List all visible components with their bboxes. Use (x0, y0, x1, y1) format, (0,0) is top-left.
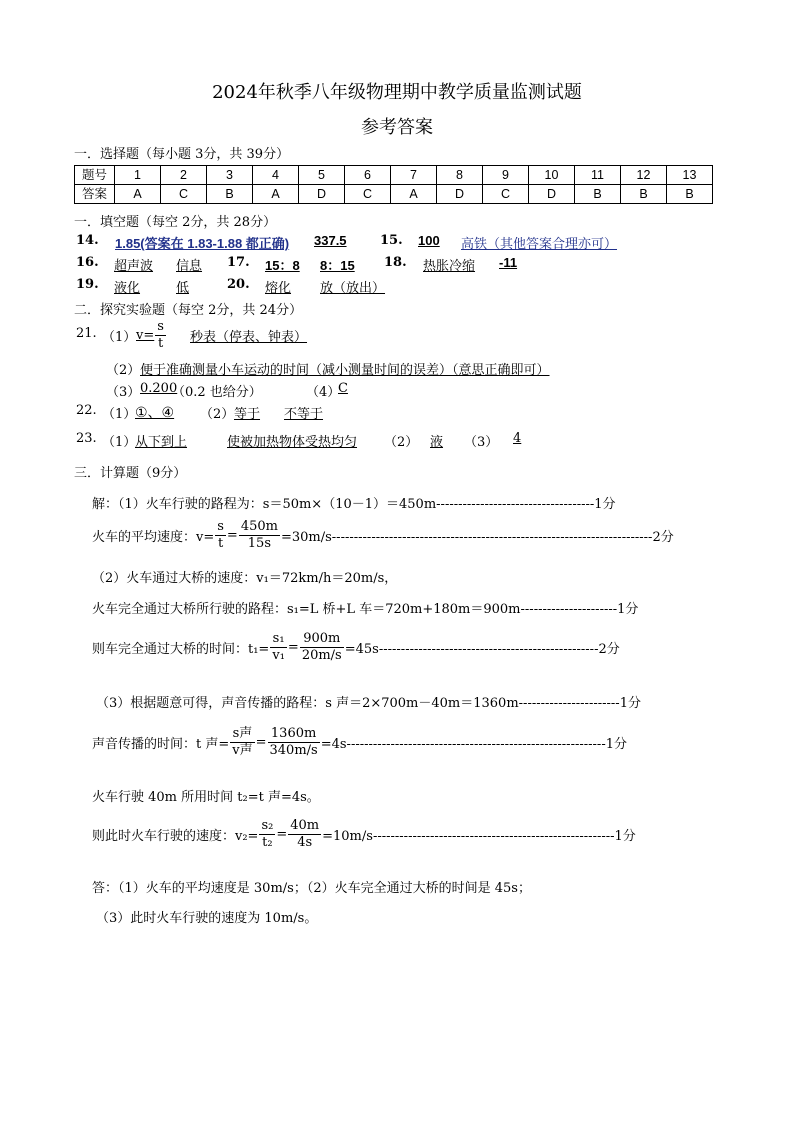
part-label: （2） (106, 363, 141, 378)
answer-21e: C (338, 381, 348, 396)
denominator: 15s (247, 536, 271, 551)
formula-lhs: v= (136, 328, 155, 343)
question-number: 14. (76, 233, 99, 248)
fraction (268, 726, 320, 759)
answer-20b: 放（放出） (320, 281, 386, 296)
answer-14b: 337.5 (314, 233, 347, 248)
denominator: v₁ (272, 648, 285, 663)
calc-line: （2）火车通过大桥的速度：v₁＝72km/h＝20m/s， (92, 571, 398, 586)
numerator: s₁ (270, 631, 287, 648)
table-header-cell: 答案 (75, 185, 115, 204)
calc-suffix: =30m/s-------------------------------------------------------------------------2分 (280, 530, 674, 545)
answer-21d: 0.200 (140, 381, 178, 396)
question-number: 16. (76, 255, 99, 270)
table-cell: A (391, 185, 437, 204)
numerator: s声 (230, 726, 254, 743)
denominator: t₂ (262, 835, 273, 850)
part-label: （2） (200, 407, 235, 422)
answer-14a: 1.85(答案在 1.83-1.88 都正确) (115, 236, 290, 251)
answer-15a: 100 (418, 233, 440, 248)
answer-23c: 液 (430, 435, 444, 450)
table-cell: 4 (253, 166, 299, 185)
table-cell: D (529, 185, 575, 204)
table-cell: 7 (391, 166, 437, 185)
numerator: s (217, 519, 224, 534)
answer-15b: 高铁（其他答案合理亦可） (461, 237, 618, 252)
answer-19b: 低 (176, 281, 190, 296)
page-title: 2024年秋季八年级物理期中教学质量监测试题 (212, 82, 582, 103)
calc-suffix: =10m/s-------------------------------------------------------1分 (322, 829, 636, 844)
question-number: 19. (76, 277, 99, 292)
calc-prefix: 则此时火车行驶的速度：v₂= (92, 829, 259, 844)
section-choice-heading: 一．选择题（每小题 3分，共 39分） (74, 147, 290, 162)
table-cell: 13 (667, 166, 713, 185)
numerator: 1360m (268, 726, 320, 743)
table-cell: C (483, 185, 529, 204)
part-label: （1） (102, 407, 137, 422)
table-cell: C (161, 185, 207, 204)
table-cell: A (115, 185, 161, 204)
table-cell: 6 (345, 166, 391, 185)
table-cell: 2 (161, 166, 207, 185)
answer-22a: ①、④ (135, 405, 175, 421)
denominator: t (157, 336, 164, 351)
table-cell: B (621, 185, 667, 204)
part-label: （2） (384, 435, 419, 450)
calc-line-fraction: 火车的平均速度：v= $\frac{s}{t}$ = $\frac{450m}{15s}$ =30m/s-------------------------------------------------------------------------2分 (92, 519, 674, 551)
numerator: s₂ (261, 818, 274, 833)
answer-21c: 便于准确测量小车运动的时间（减小测量时间的误差）（意思正确即可） (140, 363, 550, 378)
answer-19a: 液化 (114, 281, 141, 296)
calc-answer-line: （3）此时火车行驶的速度为 10m/s。 (96, 911, 318, 926)
part-label: （1） (102, 330, 137, 345)
table-cell: 11 (575, 166, 621, 185)
calc-line: （3）根据题意可得，声音传播的路程：s 声＝2×700m－40m＝1360m-----------------------1分 (96, 696, 641, 711)
table-cell: C (345, 185, 391, 204)
answer-23b: 使被加热物体受热均匀 (227, 435, 358, 450)
part-label: （3） (106, 385, 141, 400)
answer-17b: 8：15 (320, 258, 355, 273)
table-cell: B (575, 185, 621, 204)
calc-line: 解：（1）火车行驶的路程为：s＝50m×（10－1）＝450m------------------------------------1分 (92, 497, 616, 512)
fraction (230, 726, 254, 759)
page-subtitle: 参考答案 (361, 117, 433, 138)
fraction (239, 519, 280, 552)
fraction (155, 319, 166, 352)
table-cell: 8 (437, 166, 483, 185)
answer-23a: 从下到上 (135, 435, 188, 450)
denominator: 4s (297, 835, 313, 850)
table-header-cell: 题号 (75, 166, 115, 185)
calc-prefix: 则车完全通过大桥的时间：t₁= (92, 642, 270, 657)
denominator: 340m/s (269, 743, 318, 758)
table-row-answers (75, 185, 713, 204)
calc-suffix: =45s--------------------------------------------------2分 (344, 642, 620, 657)
table-cell: A (253, 185, 299, 204)
denominator: v声 (232, 743, 253, 758)
question-number: 20. (227, 277, 250, 292)
formula-v-st (136, 319, 167, 352)
fraction (300, 631, 344, 664)
section-calc-heading: 三．计算题（9分） (74, 466, 187, 481)
section-experiment-heading: 二．探究实验题（每空 2分，共 24分） (74, 303, 303, 318)
calc-prefix: 火车的平均速度：v= (92, 530, 215, 545)
calc-line: 火车行驶 40m 所用时间 t₂=t 声=4s。 (92, 790, 320, 805)
table-cell: 1 (115, 166, 161, 185)
answer-18b: -11 (499, 255, 518, 270)
answer-23d: 4 (513, 431, 522, 446)
calc-suffix: =4s-----------------------------------------------------------1分 (320, 737, 627, 752)
answer-16b: 信息 (176, 259, 203, 274)
answer-17a: 15：8 (265, 258, 300, 273)
question-number: 21. (76, 326, 97, 341)
numerator: s (157, 319, 164, 334)
question-number: 22. (76, 403, 97, 418)
table-cell: B (667, 185, 713, 204)
table-row-numbers (75, 166, 713, 185)
section-fill-heading: 一．填空题（每空 2分，共 28分） (74, 215, 277, 230)
question-number: 15. (380, 233, 403, 248)
answer-21b-text: 秒表（停表、钟表） (190, 330, 308, 345)
fraction (215, 519, 226, 552)
table-cell: D (299, 185, 345, 204)
answer-16a: 超声波 (114, 259, 154, 274)
answer-21d-note: （0.2 也给分） (172, 385, 262, 400)
calc-line-fraction: 则车完全通过大桥的时间：t₁= $\frac{\text{s₁}}{\text{v₁}}$ = $\frac{900m}{20m/s}$ =45s--------------------------------------------------2分 (92, 631, 620, 663)
calc-line: 火车完全通过大桥所行驶的路程：s₁=L 桥+L 车＝720m+180m＝900m----------------------1分 (92, 602, 639, 617)
part-label: （4） (306, 385, 341, 400)
fraction (259, 818, 275, 851)
question-number: 17. (227, 255, 250, 270)
table-cell: B (207, 185, 253, 204)
denominator: t (217, 536, 224, 551)
numerator: 40m (290, 818, 320, 833)
question-number: 23. (76, 431, 97, 446)
table-cell: 5 (299, 166, 345, 185)
part-label: （1） (102, 435, 137, 450)
numerator: 450m (240, 519, 278, 534)
answer-21b (190, 326, 307, 345)
table-cell: 12 (621, 166, 667, 185)
denominator: 20m/s (301, 648, 342, 663)
answer-table (74, 165, 713, 204)
calc-line-fraction: 则此时火车行驶的速度：v₂= $\frac{\text{s₂}}{\text{t₂}}$ = $\frac{40m}{4s}$ =10m/s-------------------------------------------------------1分 (92, 818, 636, 850)
fraction (288, 818, 321, 851)
calc-answer-line: 答：（1）火车的平均速度是 30m/s；（2）火车完全通过大桥的时间是 45s； (92, 881, 531, 896)
question-number: 18. (384, 255, 407, 270)
part-label: （3） (464, 435, 499, 450)
calc-prefix: 声音传播的时间：t 声= (92, 737, 230, 752)
answer-20a: 熔化 (265, 281, 292, 296)
table-cell: 10 (529, 166, 575, 185)
table-cell: D (437, 185, 483, 204)
calc-line-fraction: 声音传播的时间：t 声= $\frac{\text{s声}}{\text{v声}}$ = $\frac{1360m}{340m/s}$ =4s-----------------------------------------------------------1分 (92, 726, 627, 758)
answer-18a: 热胀冷缩 (423, 259, 476, 274)
fraction (270, 631, 287, 664)
numerator: 900m (300, 631, 344, 648)
answer-22c: 不等于 (284, 407, 324, 422)
table-cell: 3 (207, 166, 253, 185)
answer-22b: 等于 (234, 407, 261, 422)
table-cell: 9 (483, 166, 529, 185)
